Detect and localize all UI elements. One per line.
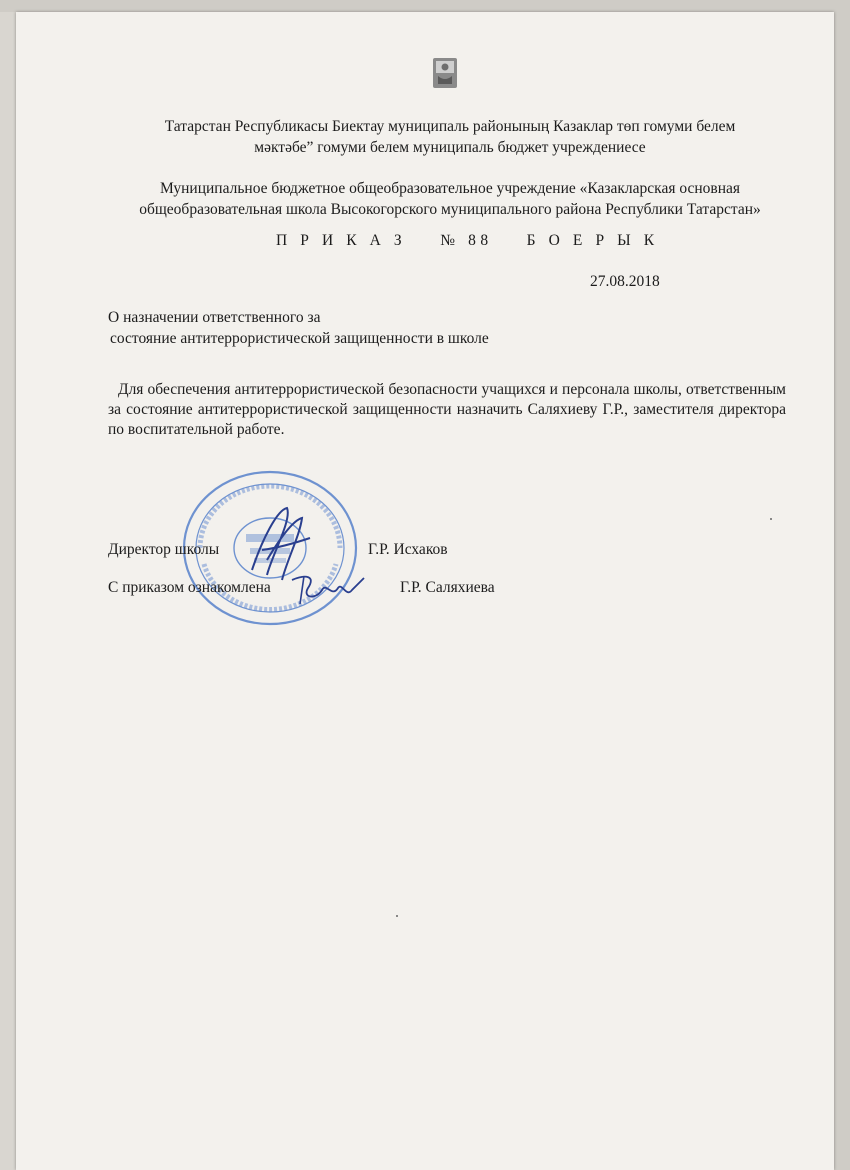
acknowledged-label: С приказом ознакомлена (108, 579, 271, 596)
order-body: Для обеспечения антитеррористической безопасности учащихся и персонала школы, ответственным за состояние антитеррористической защищенности назначить Саляхиеву Г.Р., заместителя директора по воспитательной работе. (108, 381, 786, 438)
order-number: 88 (468, 232, 493, 249)
scan-border-right (834, 0, 850, 1170)
scan-border-top (0, 0, 850, 12)
header-russian (105, 178, 795, 220)
acknowledgment-signature (286, 568, 366, 610)
header-tatar (110, 116, 790, 158)
emblem-icon (430, 56, 460, 94)
header-tatar-line2: мәктәбе” гомуми белем муниципаль бюджет учреждениесе (254, 139, 646, 156)
order-title-tatar: Б О Е Р Ы К (526, 232, 659, 249)
header-russian-line1: Муниципальное бюджетное общеобразовательное учреждение «Казакларская основная (159, 180, 741, 197)
scan-speck (770, 518, 772, 520)
header-tatar-line1: Татарстан Республикасы Биектау муниципаль районының Казаклар төп гомуми белем (164, 118, 736, 135)
order-title: П Р И К А З (276, 232, 407, 249)
subject-line2: состояние антитеррористической защищенности в школе (110, 330, 489, 347)
order-title-line (276, 232, 659, 250)
subject-line1: О назначении ответственного за (108, 309, 321, 326)
header-russian-line2: общеобразовательная школа Высокогорского муниципального района Республики Татарстан» (139, 201, 761, 218)
scan-speck (396, 915, 398, 917)
director-name: Г.Р. Исхаков (368, 541, 448, 558)
order-subject (108, 307, 489, 349)
order-date: 27.08.2018 (590, 273, 660, 290)
acknowledged-name: Г.Р. Саляхиева (400, 579, 495, 596)
order-number-label: № (440, 232, 460, 249)
director-label: Директор школы (108, 541, 220, 558)
